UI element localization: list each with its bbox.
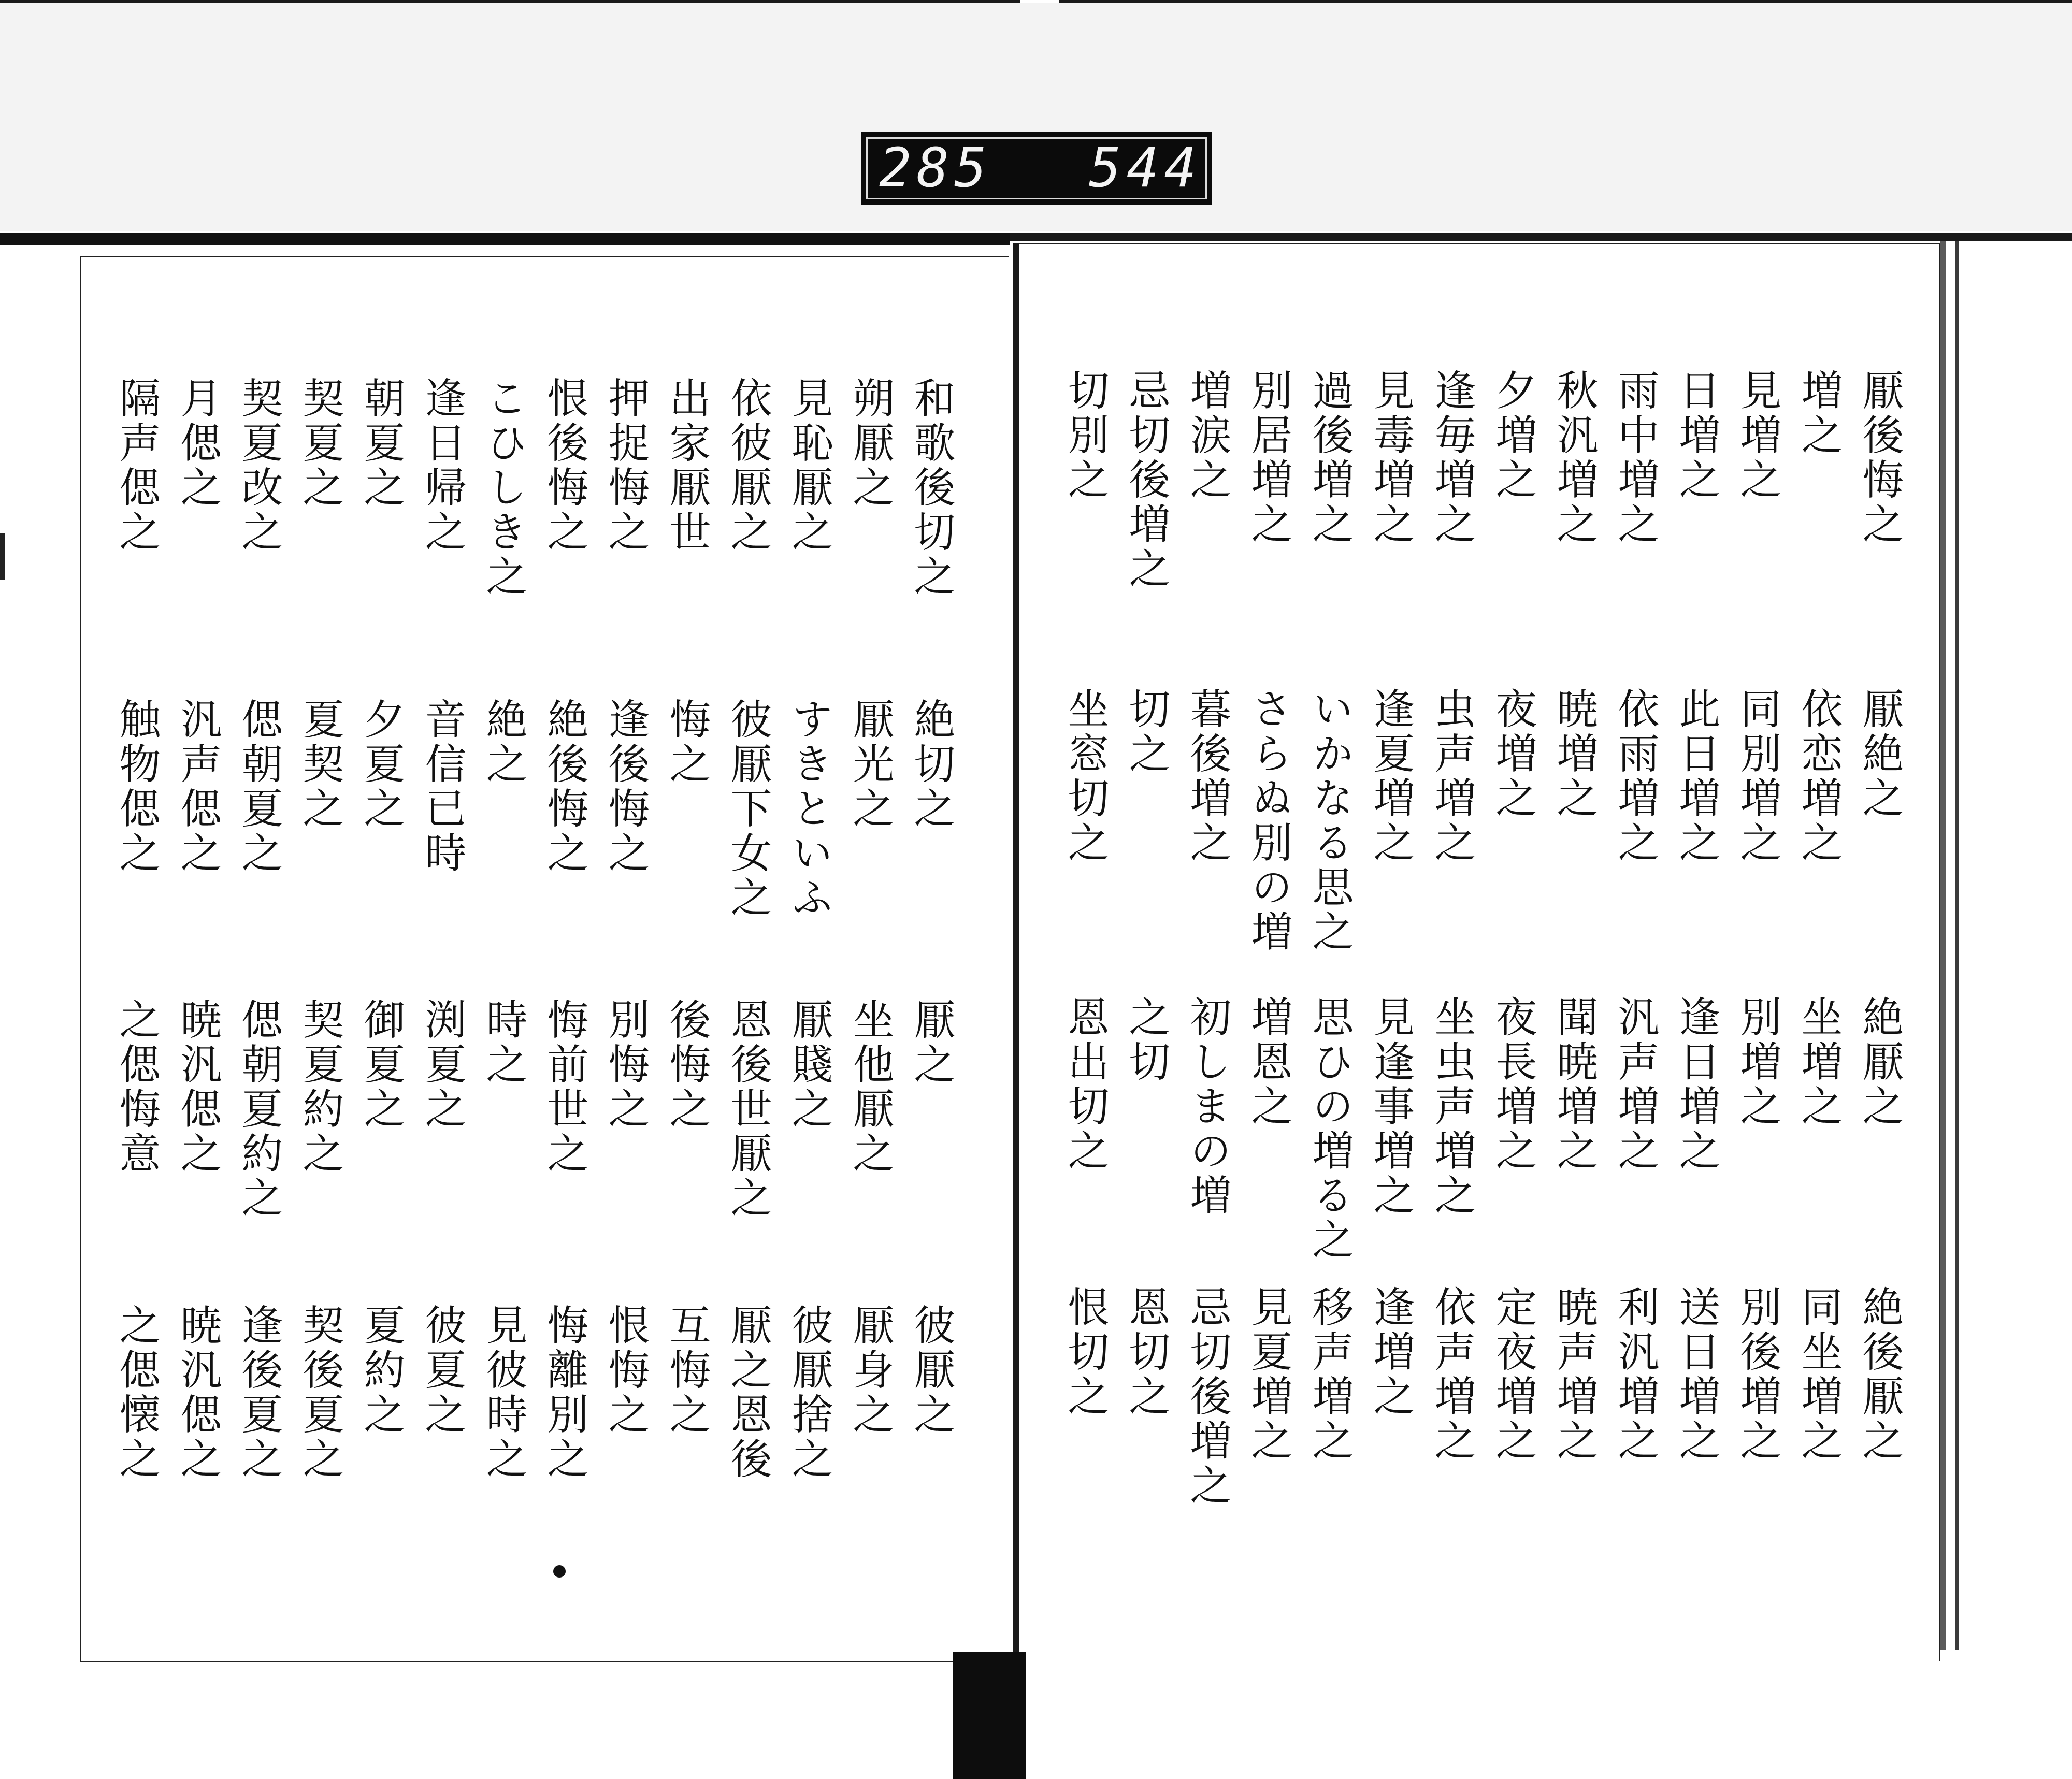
vertical-text-entry: 見毒増之: [1366, 369, 1415, 547]
book-top-edge-left: [0, 233, 1010, 245]
vertical-text-entry: 見彼時之: [479, 1304, 527, 1482]
vertical-text-entry: 見逢事増之: [1366, 995, 1415, 1218]
vertical-text-entry: 恩出切之: [1061, 995, 1109, 1174]
vertical-text-entry: 増之: [1794, 369, 1843, 458]
vertical-text-entry: 逢日増之: [1672, 995, 1720, 1174]
vertical-text-entry: 依恋増之: [1794, 687, 1843, 865]
vertical-text-entry: 御夏之: [357, 998, 405, 1132]
vertical-text-entry: 切之: [1122, 687, 1170, 776]
vertical-text-entry: 契後夏之: [296, 1304, 344, 1482]
vertical-text-entry: 利汎増之: [1611, 1285, 1659, 1464]
vertical-text-entry: 厭後悔之: [1855, 369, 1904, 547]
vertical-text-entry: 汎声偲之: [174, 698, 222, 876]
vertical-text-entry: すきといふ: [785, 698, 833, 920]
vertical-text-entry: 虫声増之: [1428, 687, 1476, 865]
vertical-text-entry: 厭光之: [846, 698, 894, 831]
vertical-text-entry: 依雨増之: [1611, 687, 1659, 865]
vertical-text-entry: 契夏之: [296, 377, 344, 510]
vertical-text-entry: 契夏約之: [296, 998, 344, 1176]
vertical-text-entry: 悔前世之: [540, 998, 588, 1176]
vertical-text-entry: 渕夏之: [418, 998, 466, 1132]
vertical-text-entry: 暁声増之: [1550, 1285, 1598, 1464]
vertical-text-entry: 見恥厭之: [785, 377, 833, 555]
ink-blot: [553, 1565, 566, 1578]
vertical-text-entry: 思ひの増る之: [1305, 995, 1354, 1263]
vertical-text-entry: 時之: [479, 998, 527, 1087]
vertical-text-entry: 坐増之: [1794, 995, 1843, 1129]
vertical-text-entry: 之偲懐之: [112, 1304, 161, 1482]
vertical-text-entry: 恩切之: [1122, 1285, 1170, 1419]
vertical-text-entry: 夕夏之: [357, 698, 405, 831]
vertical-text-entry: 雨中増之: [1611, 369, 1659, 547]
vertical-text-entry: 絶切之: [907, 698, 955, 831]
vertical-text-entry: 別後増之: [1733, 1285, 1781, 1464]
book-top-edge-right: [1010, 233, 2072, 241]
vertical-text-entry: いかなる思之: [1305, 687, 1354, 954]
vertical-text-entry: 汎声増之: [1611, 995, 1659, 1174]
vertical-text-entry: 忌切後増之: [1122, 369, 1170, 591]
vertical-text-entry: 日増之: [1672, 369, 1720, 502]
vertical-text-entry: 音信已時: [418, 698, 466, 876]
vertical-text-entry: 秋汎増之: [1550, 369, 1598, 547]
vertical-text-entry: 絶之: [479, 698, 527, 787]
vertical-text-entry: 移声増之: [1305, 1285, 1354, 1464]
vertical-text-entry: 契夏改之: [235, 377, 283, 555]
vertical-text-entry: 厭絶之: [1855, 687, 1904, 821]
vertical-text-entry: 触物偲之: [112, 698, 161, 876]
vertical-text-entry: 夏約之: [357, 1304, 405, 1437]
vertical-text-entry: 彼厭之: [907, 1304, 955, 1437]
left-page: [80, 256, 1009, 1662]
page-stack-edge-outer: [1955, 241, 1959, 1650]
vertical-text-entry: 増涙之: [1183, 369, 1231, 502]
vertical-text-entry: さらぬ別の増: [1244, 687, 1292, 954]
vertical-text-entry: 出家厭世: [663, 377, 711, 555]
left-edge-mark: [0, 533, 5, 580]
vertical-text-entry: 初しまの増: [1183, 995, 1231, 1218]
vertical-text-entry: 切別之: [1061, 369, 1109, 502]
vertical-text-entry: 見増之: [1733, 369, 1781, 502]
reel-number: 285: [879, 136, 992, 199]
vertical-text-entry: 彼厭下女之: [724, 698, 772, 920]
vertical-text-entry: 夕増之: [1489, 369, 1537, 502]
vertical-text-entry: 聞暁増之: [1550, 995, 1598, 1174]
vertical-text-entry: 逢増之: [1366, 1285, 1415, 1419]
vertical-text-entry: 坐窓切之: [1061, 687, 1109, 865]
vertical-text-entry: 之偲悔意: [112, 998, 161, 1176]
vertical-text-entry: 恩後世厭之: [724, 998, 772, 1221]
vertical-text-entry: 朔厭之: [846, 377, 894, 510]
page-stack-edge: [1940, 241, 1946, 1650]
vertical-text-entry: 暁汎偲之: [174, 998, 222, 1176]
vertical-text-entry: 別増之: [1733, 995, 1781, 1129]
vertical-text-entry: 夜増之: [1489, 687, 1537, 821]
vertical-text-entry: 暮後増之: [1183, 687, 1231, 865]
vertical-text-entry: 厭之: [907, 998, 955, 1087]
vertical-text-entry: 悔之: [663, 698, 711, 787]
vertical-text-entry: 逢後悔之: [601, 698, 650, 876]
vertical-text-entry: 暁増之: [1550, 687, 1598, 821]
vertical-text-entry: 同別増之: [1733, 687, 1781, 865]
vertical-text-entry: 偲朝夏約之: [235, 998, 283, 1221]
vertical-text-entry: 厭之恩後: [724, 1304, 772, 1482]
vertical-text-entry: 増恩之: [1244, 995, 1292, 1129]
vertical-text-entry: 厭身之: [846, 1304, 894, 1437]
vertical-text-entry: 彼厭捨之: [785, 1304, 833, 1482]
vertical-text-entry: 恨悔之: [601, 1304, 650, 1437]
vertical-text-entry: 後悔之: [663, 998, 711, 1132]
vertical-text-entry: 之切: [1122, 995, 1170, 1084]
vertical-text-entry: 依彼厭之: [724, 377, 772, 555]
vertical-text-entry: 互悔之: [663, 1304, 711, 1437]
vertical-text-entry: 逢日帰之: [418, 377, 466, 555]
vertical-text-entry: 別居増之: [1244, 369, 1292, 547]
vertical-text-entry: 別悔之: [601, 998, 650, 1132]
book-spine: [1013, 243, 1019, 1662]
vertical-text-entry: 絶後厭之: [1855, 1285, 1904, 1464]
vertical-text-entry: 定夜増之: [1489, 1285, 1537, 1464]
vertical-text-entry: 忌切後増之: [1183, 1285, 1231, 1508]
frame-number: 544: [1089, 136, 1202, 199]
vertical-text-entry: 逢後夏之: [235, 1304, 283, 1482]
vertical-text-entry: 送日増之: [1672, 1285, 1720, 1464]
vertical-text-entry: 朝夏之: [357, 377, 405, 510]
vertical-text-entry: 依声増之: [1428, 1285, 1476, 1464]
vertical-text-entry: 夏契之: [296, 698, 344, 831]
vertical-text-entry: 悔離別之: [540, 1304, 588, 1482]
vertical-text-entry: 押捉悔之: [601, 377, 650, 555]
vertical-text-entry: 厭賤之: [785, 998, 833, 1132]
vertical-text-entry: こひしき之: [479, 377, 527, 599]
spine-bottom-tab: [953, 1652, 1026, 1779]
vertical-text-entry: 絶後悔之: [540, 698, 588, 876]
vertical-text-entry: 坐虫声増之: [1428, 995, 1476, 1218]
vertical-text-entry: 偲朝夏之: [235, 698, 283, 876]
vertical-text-entry: 見夏増之: [1244, 1285, 1292, 1464]
vertical-text-entry: 暁汎偲之: [174, 1304, 222, 1482]
vertical-text-entry: 隔声偲之: [112, 377, 161, 555]
vertical-text-entry: 絶厭之: [1855, 995, 1904, 1129]
vertical-text-entry: 夜長増之: [1489, 995, 1537, 1174]
vertical-text-entry: 月偲之: [174, 377, 222, 510]
vertical-text-entry: 彼夏之: [418, 1304, 466, 1437]
vertical-text-entry: 逢毎増之: [1428, 369, 1476, 547]
right-page: [1019, 243, 1940, 1661]
vertical-text-entry: 和歌後切之: [907, 377, 955, 599]
microfilm-frame-counter: [861, 132, 1212, 205]
vertical-text-entry: 恨後悔之: [540, 377, 588, 555]
vertical-text-entry: 過後増之: [1305, 369, 1354, 547]
vertical-text-entry: 此日増之: [1672, 687, 1720, 865]
vertical-text-entry: 逢夏増之: [1366, 687, 1415, 865]
vertical-text-entry: 坐他厭之: [846, 998, 894, 1176]
vertical-text-entry: 同坐増之: [1794, 1285, 1843, 1464]
vertical-text-entry: 恨切之: [1061, 1285, 1109, 1419]
